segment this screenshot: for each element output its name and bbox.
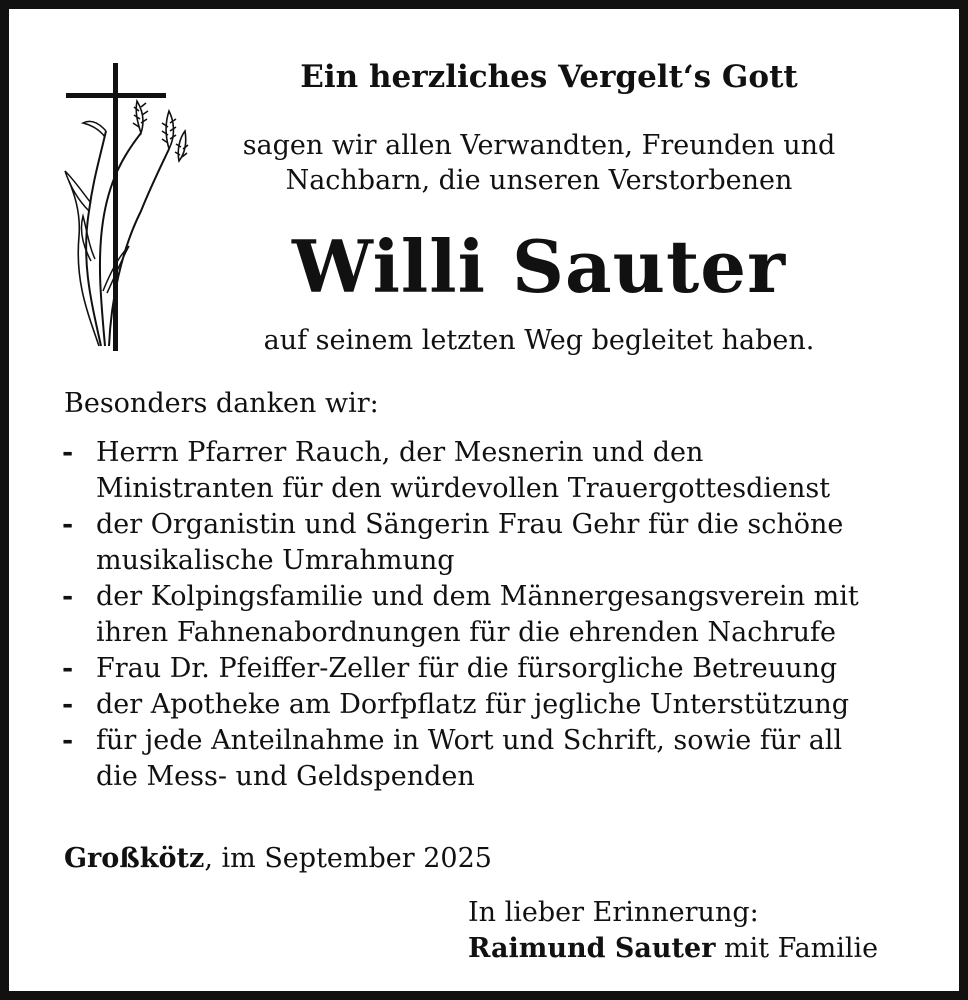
bullet-dash: - bbox=[62, 437, 74, 468]
list-item-line: die Mess- und Geldspenden bbox=[96, 761, 475, 792]
thanks-heading: Ein herzliches Vergelt‘s Gott bbox=[300, 59, 798, 95]
list-item bbox=[62, 651, 942, 687]
list-item-line: Ministranten für den würdevollen Trauergottesdienst bbox=[96, 473, 831, 504]
bullet-dash: - bbox=[62, 653, 74, 684]
bullet-dash: - bbox=[62, 581, 74, 612]
thanks-intro: Besonders danken wir: bbox=[64, 388, 379, 419]
list-item bbox=[62, 507, 942, 579]
list-item-line: Frau Dr. Pfeiffer-Zeller für die fürsorgliche Betreuung bbox=[96, 653, 838, 684]
intro-text bbox=[189, 128, 889, 198]
list-item-line: musikalische Umrahmung bbox=[96, 545, 455, 576]
list-item bbox=[62, 687, 942, 723]
list-item bbox=[62, 579, 942, 651]
remembrance-line: In lieber Erinnerung: bbox=[468, 897, 759, 928]
deceased-name: Willi Sauter bbox=[291, 224, 787, 309]
signer-suffix: mit Familie bbox=[715, 933, 879, 964]
list-item bbox=[62, 723, 942, 795]
intro-line: sagen wir allen Verwandten, Freunden und bbox=[242, 130, 836, 161]
place-date-line bbox=[64, 841, 492, 877]
list-item-line: ihren Fahnenabordnungen für die ehrenden Nachrufe bbox=[96, 617, 836, 648]
signer-name: Raimund Sauter bbox=[468, 933, 716, 964]
list-item-line: Herrn Pfarrer Rauch, der Mesnerin und den bbox=[96, 437, 704, 468]
signer-line bbox=[468, 931, 878, 967]
cross-with-wheat-icon bbox=[61, 61, 196, 356]
list-item bbox=[62, 435, 942, 507]
closing-line: auf seinem letzten Weg begleitet haben. bbox=[263, 325, 815, 356]
list-item-line: der Kolpingsfamilie und dem Männergesangsverein mit bbox=[96, 581, 859, 612]
intro-line: Nachbarn, die unseren Verstorbenen bbox=[285, 165, 793, 196]
bullet-dash: - bbox=[62, 725, 74, 756]
list-item-line: der Apotheke am Dorfpflatz für jegliche Unterstützung bbox=[96, 689, 850, 720]
place-name: Großkötz bbox=[64, 843, 205, 874]
bullet-dash: - bbox=[62, 689, 74, 720]
bullet-dash: - bbox=[62, 509, 74, 540]
signature-block bbox=[468, 895, 878, 967]
thanks-list bbox=[62, 435, 942, 795]
list-item-line: für jede Anteilnahme in Wort und Schrift, sowie für all bbox=[96, 725, 843, 756]
date-text: , im September 2025 bbox=[204, 843, 492, 874]
list-item-line: der Organistin und Sängerin Frau Gehr für die schöne bbox=[96, 509, 844, 540]
